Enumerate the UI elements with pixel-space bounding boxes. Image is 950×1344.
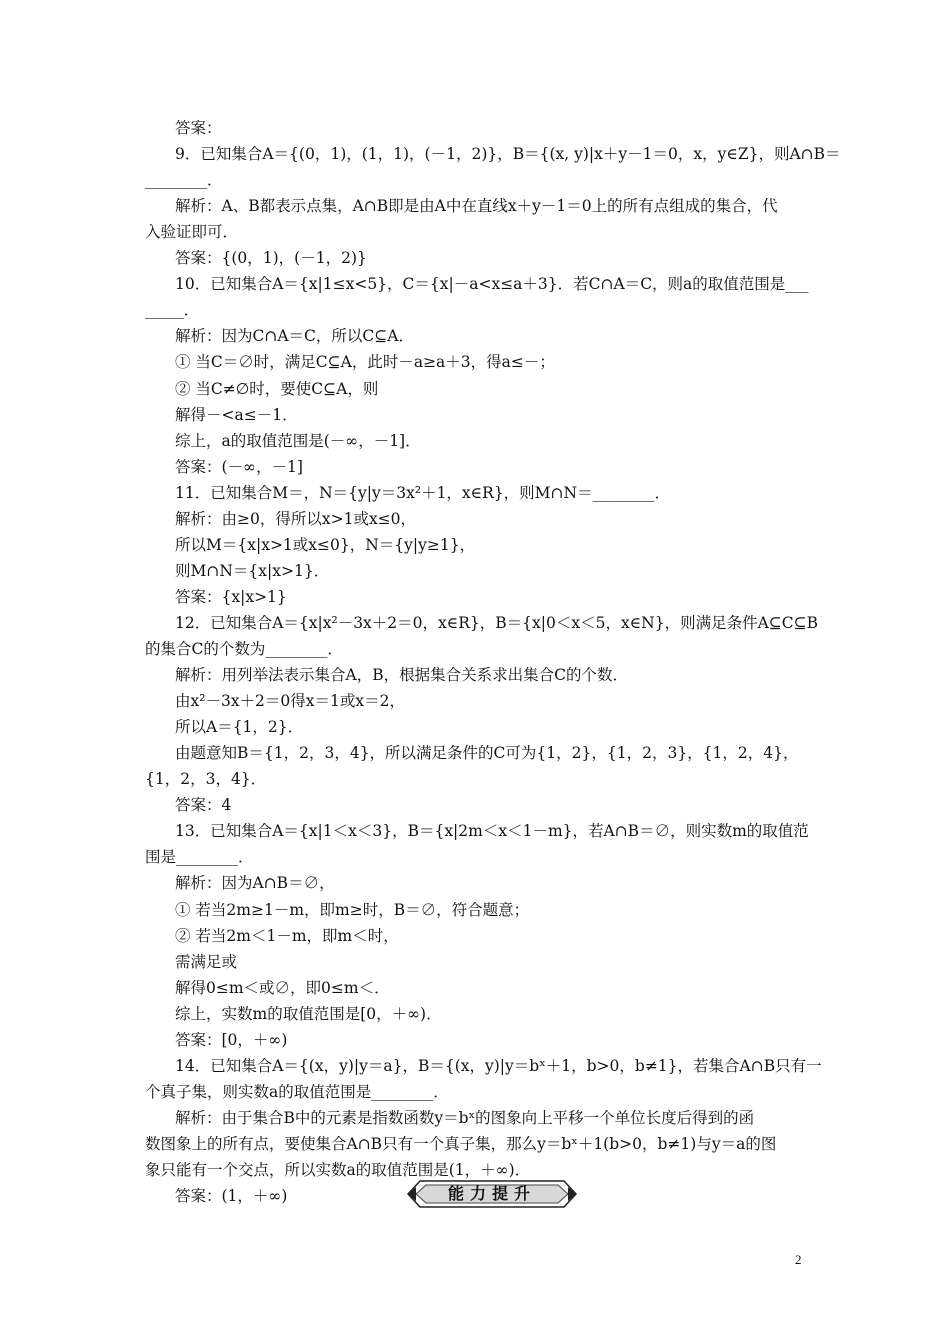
text-line: 由题意知B＝{1，2，3，4}，所以满足条件的C可为{1，2}，{1，2，3}，{1，2，4}， bbox=[175, 744, 799, 762]
section-banner bbox=[406, 1179, 578, 1209]
text-line: 数图象上的所有点，要使集合A∩B只有一个真子集，那么y＝bˣ＋1(b>0，b≠1)与y＝a的图 bbox=[145, 1135, 777, 1153]
banner-label: 能力提升 bbox=[447, 1184, 536, 1203]
text-line: ________． bbox=[145, 171, 223, 189]
text-line: 11．已知集合M＝，N＝{y|y＝3x²＋1，x∈R}，则M∩N＝________． bbox=[175, 484, 671, 502]
text-line: 答案：(－∞，－1] bbox=[175, 458, 303, 476]
text-line: 由x²－3x＋2＝0得x＝1或x＝2， bbox=[175, 692, 405, 710]
text-line: 综上，实数m的取值范围是[0，＋∞)． bbox=[175, 1005, 442, 1023]
text-line: 答案： bbox=[175, 119, 222, 137]
text-line: 答案：[0，＋∞) bbox=[175, 1031, 288, 1049]
text-line: 所以A＝{1，2}． bbox=[175, 718, 304, 736]
text-line: {1，2，3，4}． bbox=[145, 770, 267, 788]
text-line: 答案：{(0，1)，(－1，2)} bbox=[175, 249, 367, 267]
page-number: 2 bbox=[795, 1252, 802, 1267]
text-line: 围是________． bbox=[145, 848, 254, 866]
text-line: 解析：由于集合B中的元素是指数函数y＝bˣ的图象向上平移一个单位长度后得到的函 bbox=[175, 1109, 755, 1127]
text-line: 答案：{x|x>1} bbox=[175, 588, 287, 606]
text-line: ② 当C≠∅时，要使C⊆A，则 bbox=[175, 380, 379, 398]
text-line: 象只能有一个交点，所以实数a的取值范围是(1，＋∞)． bbox=[145, 1161, 531, 1179]
text-line: _____． bbox=[145, 301, 200, 319]
text-line: ① 若当2m≥1－m，即m≥时，B＝∅，符合题意； bbox=[175, 901, 530, 919]
text-line: 13．已知集合A＝{x|1＜x＜3}，B＝{x|2m＜x＜1－m}，若A∩B＝∅，则实数m的取值范 bbox=[175, 822, 809, 840]
text-line: ② 若当2m＜1－m，即m＜时， bbox=[175, 927, 399, 945]
text-line: 个真子集，则实数a的取值范围是________． bbox=[145, 1083, 449, 1101]
text-line: 14．已知集合A＝{(x，y)|y＝a}，B＝{(x，y)|y＝bˣ＋1，b>0，b≠1}，若集合A∩B只有一 bbox=[175, 1057, 822, 1075]
text-line: 9．已知集合A＝{(0，1)，(1，1)，(－1，2)}，B＝{(x, y)|x＋y－1＝0，x，y∈Z}，则A∩B＝ bbox=[175, 145, 841, 163]
text-line: 所以M＝{x|x>1或x≤0}，N＝{y|y≥1}， bbox=[175, 536, 476, 554]
text-line: 解得－<a≤－1． bbox=[175, 406, 298, 424]
text-line: 答案：(1，＋∞) bbox=[175, 1187, 288, 1205]
text-line: 解得0≤m＜或∅，即0≤m＜． bbox=[175, 979, 390, 997]
text-line: 解析：A、B都表示点集，A∩B即是由A中在直线x＋y－1＝0上的所有点组成的集合，代 bbox=[175, 197, 778, 215]
text-line: 解析：因为A∩B＝∅， bbox=[175, 874, 335, 892]
text-line: 综上，a的取值范围是(－∞，－1]． bbox=[175, 432, 421, 450]
text-line: 10．已知集合A＝{x|1≤x<5}，C＝{x|－a<x≤a＋3}．若C∩A＝C，则a的取值范围是___ bbox=[175, 275, 809, 293]
text-line: 需满足或 bbox=[175, 953, 238, 971]
text-line: 入验证即可． bbox=[145, 223, 239, 241]
text-line: 解析：用列举法表示集合A，B，根据集合关系求出集合C的个数． bbox=[175, 666, 628, 684]
text-line: 答案：4 bbox=[175, 796, 232, 814]
text-line: 则M∩N＝{x|x>1}． bbox=[175, 562, 330, 580]
text-line: 的集合C的个数为________． bbox=[145, 640, 343, 658]
text-line: 解析：因为C∩A＝C，所以C⊆A． bbox=[175, 327, 414, 345]
text-line: 解析：由≥0，得所以x>1或x≤0， bbox=[175, 510, 417, 528]
text-line: 12．已知集合A＝{x|x²－3x＋2＝0，x∈R}，B＝{x|0＜x＜5，x∈N}，则满足条件A⊆C⊆B bbox=[175, 614, 819, 632]
text-line: ① 当C＝∅时，满足C⊆A，此时－a≥a＋3，得a≤－； bbox=[175, 353, 555, 371]
